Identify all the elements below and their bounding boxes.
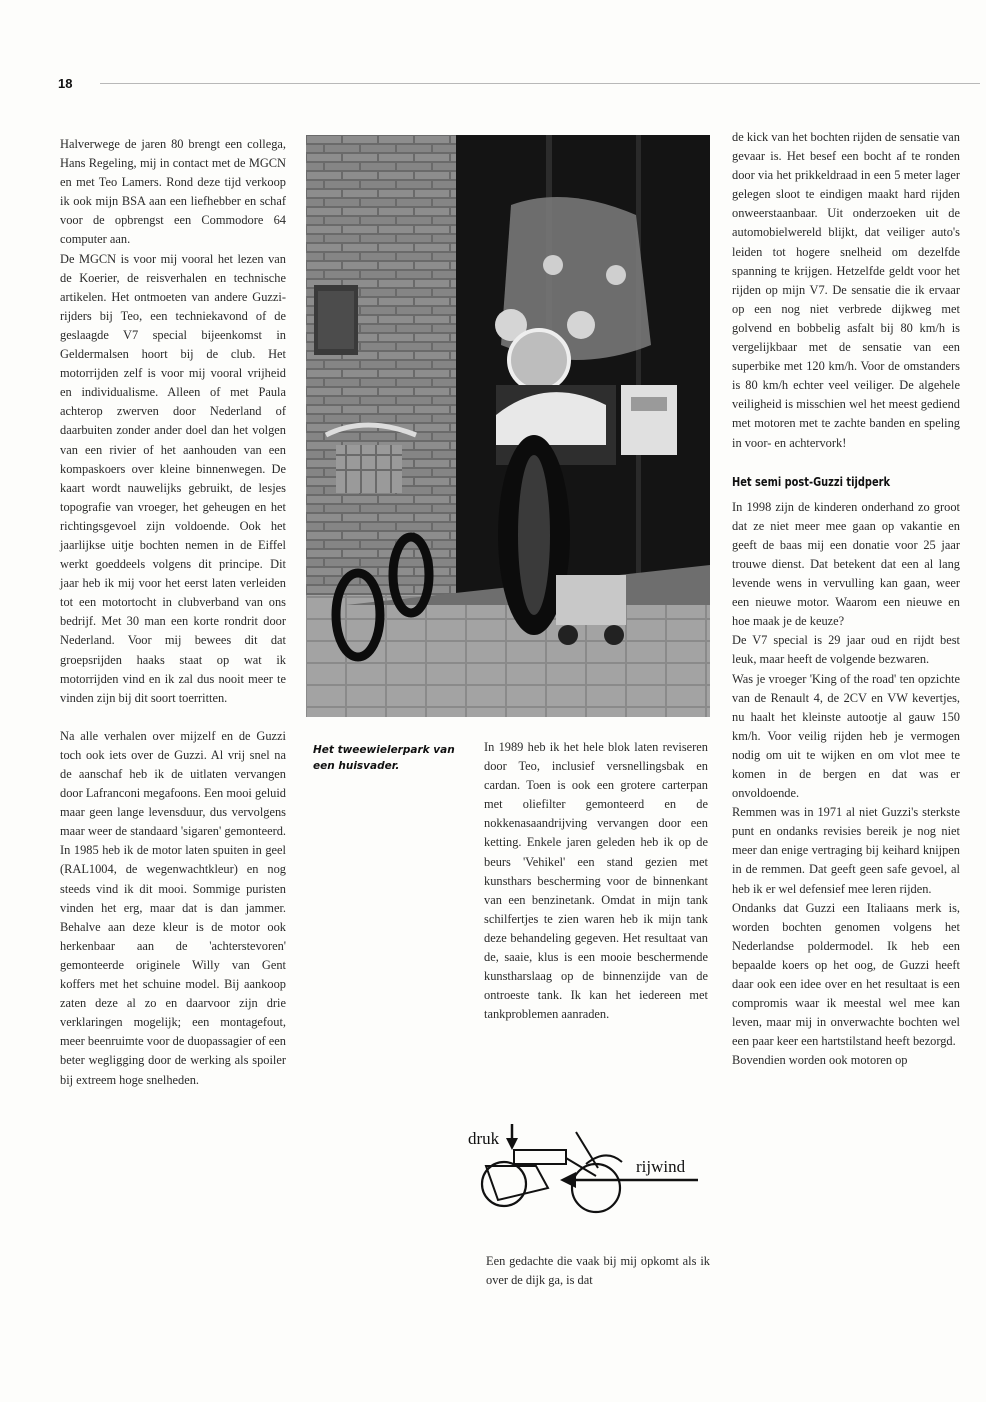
paragraph: De V7 special is 29 jaar oud en rijdt best leuk, maar heeft de volgende bezwaren. xyxy=(732,633,960,667)
motorcycle-photo xyxy=(306,135,710,717)
diagram-label-rijwind: rijwind xyxy=(636,1157,686,1176)
photo-caption: Het tweewielerpark van een huisvader. xyxy=(313,744,455,772)
wind-pressure-diagram xyxy=(466,1118,710,1228)
paragraph: Ondanks dat Guzzi een Italiaans merk is, worden bochten genomen volgens het Nederlandse poldermodel. Ik heb een bepaalde koers op het oog, de Guzzi heeft daar ook een idee over en het resultaat is een compromis waar ik meestal wel mee kan leven, maar mij in onverwachte bochten wel een paar keer een hartstilstand heeft bezorgd. xyxy=(732,900,960,1049)
paragraph: Na alle verhalen over mijzelf en de Guzzi toch ook iets over de Guzzi. Al vrij snel na de aanschaf heb ik de uitlaten vervangen door Lafranconi megafoons. Een mooi geluid maar geen lange levensduur, dus vervolgens maar weer de standaard 'sigaren' gemonteerd. In 1985 heb ik de motor laten spuiten in geel (RAL1004, de wegenwachtkleur) en nog steeds vind ik dit mooi. Sommige puristen vinden het erg, maar dat is dan jammer. Behalve aan deze kleur is de motor ook herkenbaar aan de 'achterstevoren' gemonteerde originele Willy van Gent koffers met het schuine model. Bij aankoop zaten deze al zo en daarvoor zijn drie verklaringen mogelijk; een montagefout, meer beenruimte voor de duopassagier of een beter wegligging door de werking als spoiler bij extreem hoge snelheden. xyxy=(60,728,286,1087)
paragraph: De MGCN is voor mij vooral het lezen van de Koerier, de reisverhalen en technische artikelen. Het ontmoeten van andere Guzzi-rijders bij Teo, een techniekavond of de geslaagde V7 special bijeenkomst in Geldermalsen hoort bij de club. Het motorrijden zelf is voor mij vooral vrijheid en individualisme. Alleen of met Paula achterop zwerven door Nederland of daarbuiten zonder ander doel dan het volgen van een rivier of het aanhouden van een kompaskoers over kleine binnenwegen. De kaart wordt nauwelijks gebruikt, de lesjes topografie van vroeger, het geheugen en het richtingsgevoel zijn voldoende. Ook het jaarlijkse uitje bochten nemen in de Eiffel werkt goeddeels volgens dit principe. Dit jaar heb ik mij voor het eerst laten verleiden tot een motortocht in clubverband van ons bedrijf. Met 30 man een korte rondrit door Nederland. Voor mij bewees dit dat groepsrijden haaks staat op wat ik motorrijden vind en ik zal dus nooit meer te vinden zijn bij dit soort toerritten. xyxy=(60,251,286,705)
paragraph: de kick van het bochten rijden de sensatie van gevaar is. Het besef een bocht af te ronden door via het prikkeldraad in een 5 meter lager gelegen sloot te eindigen maakt hard rijden onweerstaanbaar. Uit onderzoeken uit de automobielwereld blijkt, dat veiliger auto's leiden tot hogere snelheid om dezelfde spanning te krijgen. Hetzelfde geldt voor het rijden op mijn V7. De sensatie die ik ervaar op een nog niet verbrede dijkweg met golvend en bobbelig asfalt bij 80 km/h is vergelijkbaar met de sensatie van een superbike met 120 km/h. Voor de omstanders is 80 km/h echter veel veiliger. De algehele veiligheid is misschien wel het meest gediend met motoren met te zachte banden en speling in voor- en achtervork! xyxy=(732,130,960,450)
left-arrow-head-icon xyxy=(560,1172,576,1188)
page-number: 18 xyxy=(58,76,73,91)
diagram-label-druk: druk xyxy=(468,1129,500,1148)
down-arrow-head-icon xyxy=(506,1138,518,1150)
paragraph: Was je vroeger 'King of the road' ten opzichte van de Renault 4, de 2CV en VW kevertjes, nu haalt het kleinste autootje al gauw 150 km/h. Voor veilig rijden heb je vermogen nodig om uit te wijken en om vlot mee te komen in de bergen en dat was er onvoldoende. xyxy=(732,671,960,801)
column-left xyxy=(60,135,286,1090)
column-middle xyxy=(484,738,708,1024)
paragraph: Remmen was in 1971 al niet Guzzi's sterkste punt en ondanks revisies bereik je nog niet meer dan enige vertraging bij keihard knijpen in de remmen. Dat geeft geen safe gevoel, al heb ik er wel defensief mee leren rijden. xyxy=(732,805,960,896)
paragraph: In 1989 heb ik het hele blok laten reviseren door Teo, inclusief versnellingsbak en cardan. Toen is ook een grotere carterpan met oliefilter gemonteerd en de nokkenasaandrijving vervangen door een ketting. Enkele jaren geleden heb ik op de beurs 'Vehikel' een stand gezien met kunsthars bescherming voor de binnenkant van een benzinetank. Omdat in mijn tank schilfertjes te zien waren heb ik mijn tank deze behandeling gegeven. Het resultaat van de, saaie, klus is een mooie beschermende kunstharslaag op de binnenzijde van de ontroeste tank. Ik kan het iedereen met tankproblemen aanraden. xyxy=(484,740,708,1022)
paragraph: Een gedachte die vaak bij mij opkomt als ik over de dijk ga, is dat xyxy=(486,1254,710,1288)
paragraph: Halverwege de jaren 80 brengt een collega, Hans Regeling, mij in contact met de MGCN en met Teo Lamers. Rond deze tijd verkoop ik ook mijn BSA aan een liefhebber en schaf voor de opbrengst een Commodore 64 computer aan. xyxy=(60,137,286,247)
section-heading: Het semi post-Guzzi tijdperk xyxy=(732,474,891,489)
column-right xyxy=(732,128,960,1071)
paragraph: Bovendien worden ook motoren op xyxy=(732,1053,908,1068)
header-rule xyxy=(100,83,980,84)
paragraph: In 1998 zijn de kinderen onderhand zo groot dat ze niet meer mee gaan op vakantie en geeft de baas mij een donatie voor 25 jaar trouwe dienst. Dat betekent dat een al lang levende wens in vervulling kan gaan, weer een nieuwe motor. Waarom een nieuwe en hoe maak je de keuze? xyxy=(732,499,960,629)
column-middle-bottom xyxy=(486,1252,710,1290)
photo-illustration xyxy=(306,135,710,717)
